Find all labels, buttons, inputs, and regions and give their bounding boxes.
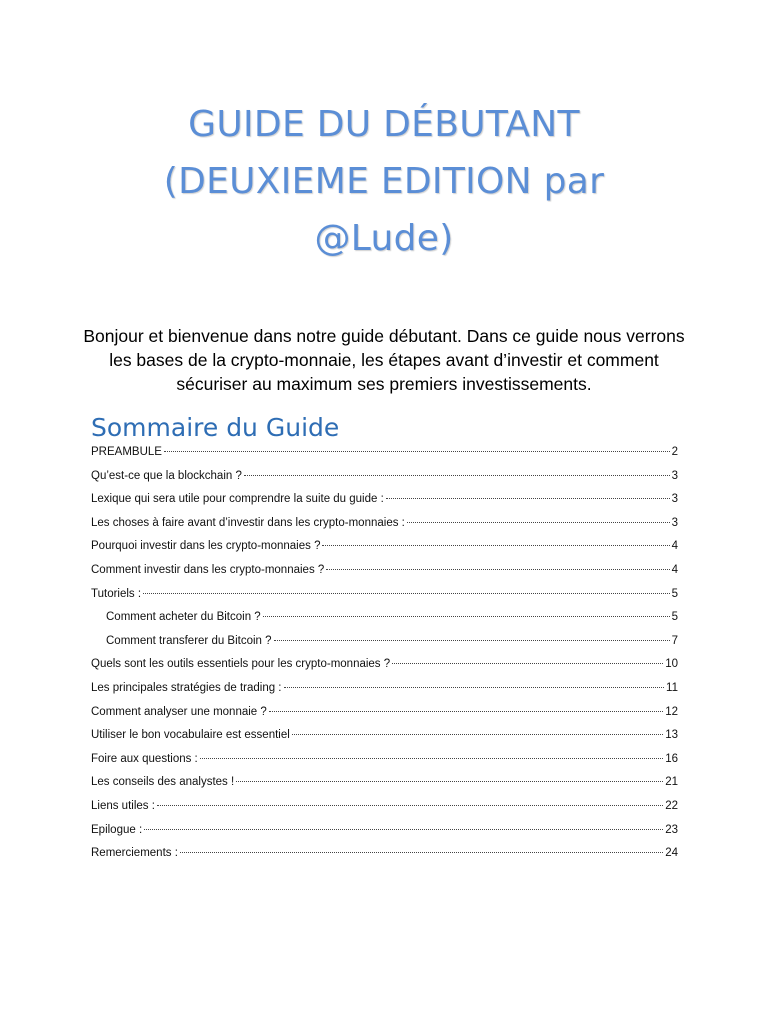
toc-entry-label: Les principales stratégies de trading : bbox=[91, 681, 282, 694]
toc-entry-label: Comment analyser une monnaie ? bbox=[91, 705, 267, 718]
toc-dot-leader bbox=[180, 852, 663, 853]
toc-dot-leader bbox=[322, 545, 669, 546]
toc-entry-label: Qu’est-ce que la blockchain ? bbox=[91, 469, 242, 482]
toc-dot-leader bbox=[244, 475, 670, 476]
intro-paragraph: Bonjour et bienvenue dans notre guide débutant. Dans ce guide nous verrons les bases de la crypto-monnaie, les étapes avant d’investir et comment sécuriser au maximum ses premiers investissements. bbox=[83, 325, 685, 394]
toc-entry-page-number: 16 bbox=[665, 752, 678, 765]
toc-entry-page-number: 22 bbox=[665, 799, 678, 812]
toc-entry[interactable] bbox=[91, 800, 678, 824]
toc-entry-label: Les conseils des analystes ! bbox=[91, 776, 235, 789]
toc-entry[interactable] bbox=[91, 658, 678, 682]
toc-dot-leader bbox=[326, 569, 669, 570]
toc-entry[interactable] bbox=[91, 611, 678, 635]
toc-entry[interactable] bbox=[91, 493, 678, 517]
toc-entry[interactable] bbox=[91, 517, 678, 541]
toc-entry-page-number: 24 bbox=[665, 847, 678, 860]
toc-entry[interactable] bbox=[91, 588, 678, 612]
toc-entry-label: PREAMBULE bbox=[91, 446, 162, 458]
toc-entry[interactable] bbox=[91, 729, 678, 753]
toc-entry-page-number: 5 bbox=[671, 587, 678, 600]
toc-entry-label: Tutoriels : bbox=[91, 587, 142, 600]
toc-dot-leader bbox=[164, 451, 670, 452]
toc-entry[interactable] bbox=[91, 682, 678, 706]
table-of-contents bbox=[91, 446, 678, 871]
toc-entry-page-number: 12 bbox=[665, 705, 678, 718]
toc-dot-leader bbox=[386, 498, 670, 499]
toc-entry-page-number: 11 bbox=[666, 681, 678, 694]
toc-dot-leader bbox=[284, 687, 665, 688]
document-title bbox=[0, 96, 768, 267]
toc-entry-page-number: 5 bbox=[671, 611, 678, 624]
toc-dot-leader bbox=[269, 711, 663, 712]
title-line: GUIDE DU DÉBUTANT bbox=[188, 104, 580, 145]
toc-entry-label: Comment investir dans les crypto-monnaies ? bbox=[91, 563, 325, 576]
toc-entry[interactable] bbox=[91, 446, 678, 470]
toc-dot-leader bbox=[236, 781, 663, 782]
toc-heading: Sommaire du Guide bbox=[91, 413, 340, 442]
toc-entry-label: Epilogue : bbox=[91, 823, 143, 836]
toc-entry-label: Lexique qui sera utile pour comprendre la suite du guide : bbox=[91, 493, 384, 506]
toc-entry[interactable] bbox=[91, 470, 678, 494]
toc-entry-label: Remerciements : bbox=[91, 847, 178, 860]
toc-entry[interactable] bbox=[91, 776, 678, 800]
toc-dot-leader bbox=[157, 805, 663, 806]
toc-entry-label: Comment transferer du Bitcoin ? bbox=[106, 634, 272, 647]
toc-dot-leader bbox=[392, 663, 663, 664]
toc-entry-label: Quels sont les outils essentiels pour les crypto-monnaies ? bbox=[91, 658, 391, 671]
toc-entry-page-number: 13 bbox=[665, 729, 678, 742]
toc-entry[interactable] bbox=[91, 753, 678, 777]
toc-entry-page-number: 3 bbox=[671, 516, 678, 529]
toc-dot-leader bbox=[274, 640, 670, 641]
toc-entry-page-number: 2 bbox=[671, 446, 678, 458]
toc-entry[interactable] bbox=[91, 540, 678, 564]
toc-dot-leader bbox=[407, 522, 670, 523]
toc-entry[interactable] bbox=[91, 824, 678, 848]
toc-entry-label: Foire aux questions : bbox=[91, 752, 198, 765]
toc-entry-label: Les choses à faire avant d’investir dans les crypto-monnaies : bbox=[91, 516, 405, 529]
toc-entry-page-number: 3 bbox=[671, 469, 678, 482]
toc-entry-page-number: 23 bbox=[665, 823, 678, 836]
toc-entry[interactable] bbox=[91, 635, 678, 659]
toc-dot-leader bbox=[144, 829, 663, 830]
toc-entry[interactable] bbox=[91, 847, 678, 871]
toc-dot-leader bbox=[200, 758, 663, 759]
toc-entry-label: Pourquoi investir dans les crypto-monnaies ? bbox=[91, 540, 321, 553]
toc-entry[interactable] bbox=[91, 706, 678, 730]
toc-entry-page-number: 3 bbox=[671, 493, 678, 506]
toc-dot-leader bbox=[292, 734, 663, 735]
title-line: @Lude) bbox=[314, 218, 454, 259]
toc-dot-leader bbox=[143, 593, 670, 594]
toc-dot-leader bbox=[263, 616, 670, 617]
title-line: (DEUXIEME EDITION par bbox=[163, 161, 605, 202]
toc-entry-label: Comment acheter du Bitcoin ? bbox=[106, 611, 261, 624]
toc-entry-page-number: 10 bbox=[665, 658, 678, 671]
toc-entry-page-number: 4 bbox=[671, 540, 678, 553]
toc-entry-label: Utiliser le bon vocabulaire est essentiel bbox=[91, 729, 290, 742]
toc-entry-page-number: 7 bbox=[671, 634, 678, 647]
toc-entry-label: Liens utiles : bbox=[91, 799, 155, 812]
toc-entry-page-number: 21 bbox=[665, 776, 678, 789]
toc-entry-page-number: 4 bbox=[671, 563, 678, 576]
toc-entry[interactable] bbox=[91, 564, 678, 588]
